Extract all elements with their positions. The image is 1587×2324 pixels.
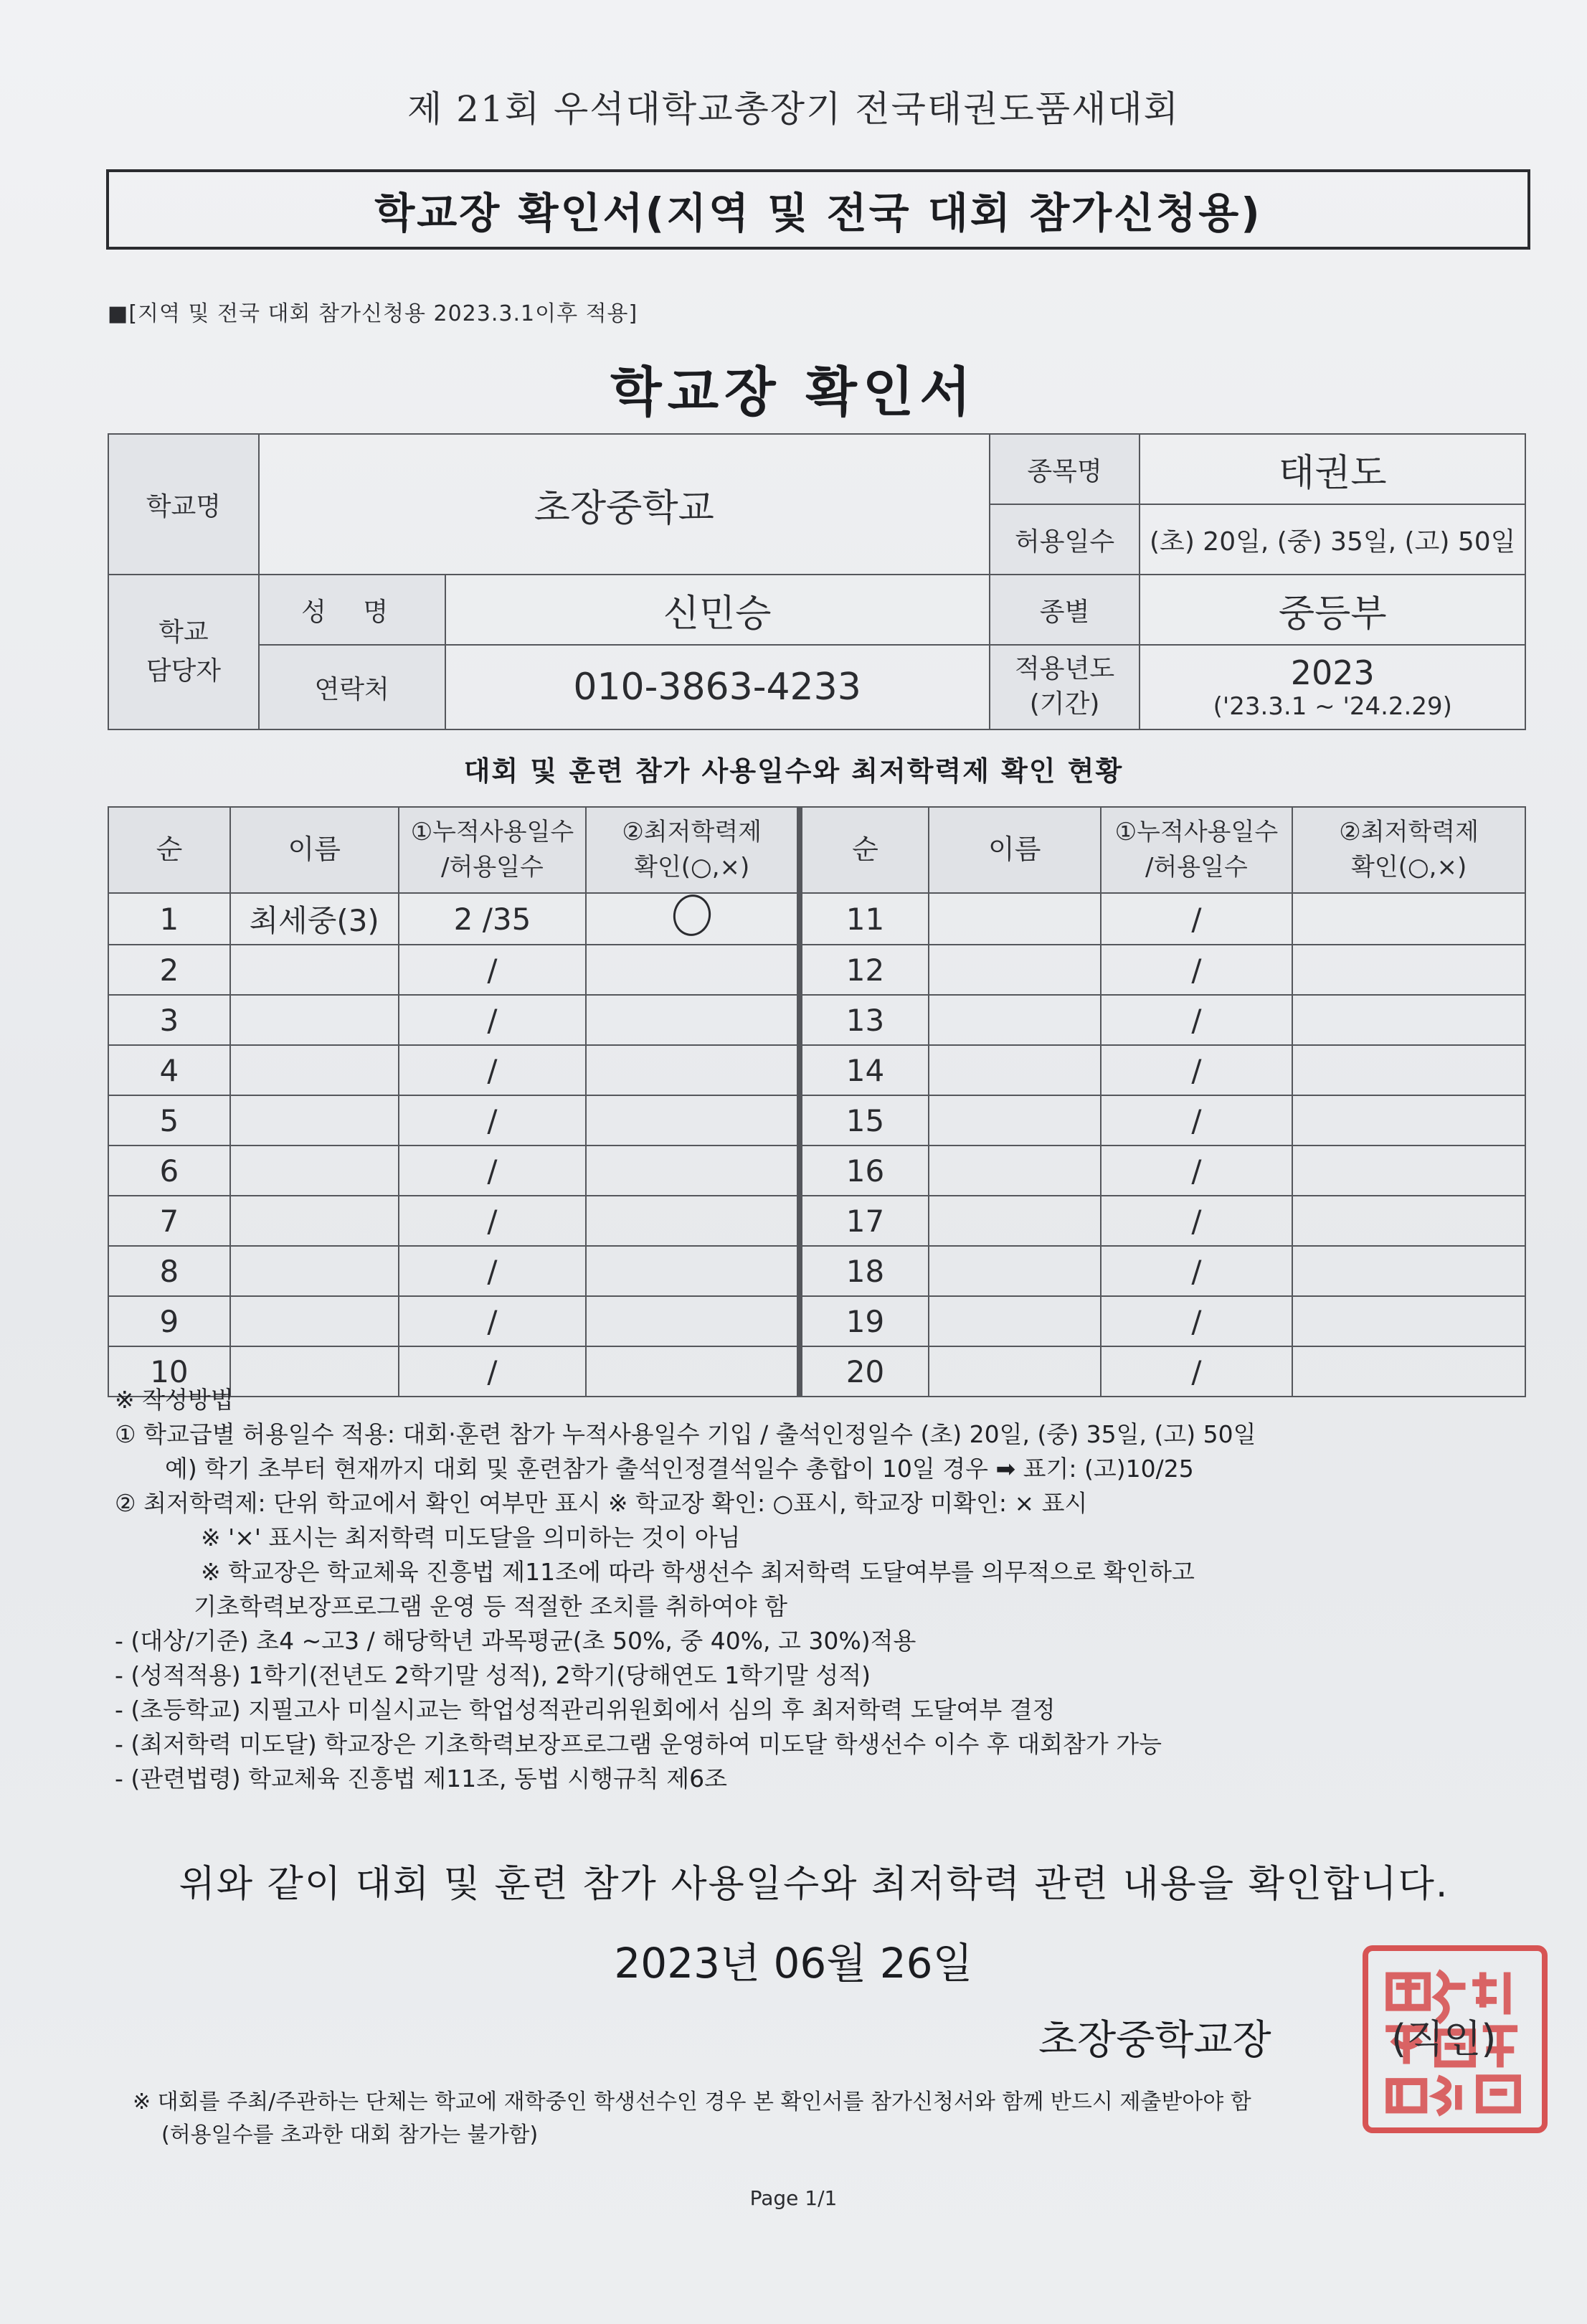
- row-check: [1292, 893, 1525, 945]
- confirmation-statement: 위와 같이 대회 및 훈련 참가 사용일수와 최저학력 관련 내용을 확인합니다.: [179, 1863, 1449, 1906]
- row-name: [230, 995, 399, 1045]
- row-no: 16: [800, 1146, 929, 1196]
- instruction-line: ※ '×' 표시는 최저학력 미도달을 의미하는 것이 아님: [201, 1524, 741, 1551]
- row-name: [929, 1095, 1101, 1146]
- row-check: [586, 945, 800, 995]
- instruction-line: - (성적적용) 1학기(전년도 2학기말 성적), 2학기(당해연도 1학기말 성적): [115, 1661, 871, 1689]
- col-header-name: 이름: [230, 807, 399, 893]
- event-title: 제 21회 우석대학교총장기 전국태권도품새대회: [407, 88, 1180, 130]
- allowed-days-label: 허용일수: [990, 504, 1140, 575]
- col-header-check: ②최저학력제 확인(○,×): [1292, 807, 1525, 893]
- instructions: [115, 1383, 1513, 1796]
- roster-body: [108, 893, 1525, 1397]
- row-days: /: [399, 1095, 587, 1146]
- row-check: [1292, 1246, 1525, 1296]
- row-no: 2: [108, 945, 230, 995]
- row-days: /: [1101, 1095, 1293, 1146]
- col-header-no: 순: [800, 807, 929, 893]
- row-check: [586, 1246, 800, 1296]
- year-period: ('23.3.1 ~ '24.2.29): [1213, 692, 1452, 721]
- school-value: 초장중학교: [259, 434, 990, 575]
- row-days: /: [399, 1146, 587, 1196]
- row-check: [586, 1296, 800, 1346]
- table-row: [108, 1196, 1525, 1246]
- category-value: 중등부: [1140, 575, 1525, 645]
- row-no: 15: [800, 1095, 929, 1146]
- row-name: [929, 1296, 1101, 1346]
- footer-note: [133, 2086, 1251, 2152]
- row-check: [1292, 1196, 1525, 1246]
- row-no: 18: [800, 1246, 929, 1296]
- row-check: [1292, 1146, 1525, 1196]
- roster-table: [108, 806, 1526, 1397]
- school-label: 학교명: [108, 434, 259, 575]
- row-check: [586, 1095, 800, 1146]
- row-check: [586, 995, 800, 1045]
- year-value: 2023: [1290, 653, 1375, 692]
- row-days: 2 /35: [399, 893, 587, 945]
- row-days: /: [1101, 945, 1293, 995]
- name-label: 성 명: [259, 575, 445, 645]
- row-name: [230, 1296, 399, 1346]
- row-days: /: [399, 1296, 587, 1346]
- row-no: 9: [108, 1296, 230, 1346]
- seal-label: (직인): [1391, 2016, 1497, 2061]
- row-days: /: [399, 1196, 587, 1246]
- table-row: [108, 1146, 1525, 1196]
- row-no: 19: [800, 1296, 929, 1346]
- info-table: [108, 433, 1526, 730]
- row-days: /: [399, 1346, 587, 1397]
- instruction-line: - (초등학교) 지필고사 미실시교는 학업성적관리위원회에서 심의 후 최저학력 도달여부 결정: [115, 1696, 1056, 1724]
- row-days: /: [1101, 1045, 1293, 1095]
- col-header-no: 순: [108, 807, 230, 893]
- row-no: 10: [108, 1346, 230, 1397]
- row-name: [929, 1146, 1101, 1196]
- col-header-days: ①누적사용일수 /허용일수: [399, 807, 587, 893]
- row-check: [1292, 995, 1525, 1045]
- page-number: Page 1/1: [749, 2186, 838, 2210]
- row-no: 6: [108, 1146, 230, 1196]
- form-title-box: 학교장 확인서(지역 및 전국 대회 참가신청용): [106, 169, 1530, 250]
- row-days: /: [1101, 1346, 1293, 1397]
- table-row: [108, 1246, 1525, 1296]
- sport-label: 종목명: [990, 434, 1140, 504]
- row-no: 12: [800, 945, 929, 995]
- row-days: /: [399, 1246, 587, 1296]
- row-days: /: [1101, 1196, 1293, 1246]
- row-days: /: [1101, 1296, 1293, 1346]
- row-no: 4: [108, 1045, 230, 1095]
- row-name: [929, 995, 1101, 1045]
- row-name: [929, 1246, 1101, 1296]
- row-days: /: [399, 945, 587, 995]
- instruction-line: 기초학력보장프로그램 운영 등 적절한 조치를 취하여야 함: [194, 1592, 788, 1620]
- row-check: [586, 1196, 800, 1246]
- applicability-note: ■[지역 및 전국 대회 참가신청용 2023.3.1이후 적용]: [108, 301, 638, 326]
- table-row: [108, 1045, 1525, 1095]
- row-name: [230, 1196, 399, 1246]
- table-row: [108, 1095, 1525, 1146]
- row-days: /: [1101, 1146, 1293, 1196]
- roster-heading: 대회 및 훈련 참가 사용일수와 최저학력제 확인 현황: [463, 755, 1124, 787]
- footer-note-line: (허용일수를 초과한 대회 참가는 불가함): [161, 2122, 539, 2148]
- row-no: 20: [800, 1346, 929, 1397]
- row-check: [586, 893, 800, 945]
- row-no: 5: [108, 1095, 230, 1146]
- instruction-line: ② 최저학력제: 단위 학교에서 확인 여부만 표시 ※ 학교장 확인: ○표시, 학교장 미확인: × 표시: [115, 1489, 1088, 1517]
- circle-mark-icon: [669, 891, 714, 940]
- row-name: [230, 1146, 399, 1196]
- instruction-line: ① 학교급별 허용일수 적용: 대회·훈련 참가 누적사용일수 기입 / 출석인정일수 (초) 20일, (중) 35일, (고) 50일: [115, 1420, 1256, 1448]
- row-no: 7: [108, 1196, 230, 1246]
- sport-value: 태권도: [1140, 434, 1525, 504]
- table-row: [108, 1296, 1525, 1346]
- row-no: 8: [108, 1246, 230, 1296]
- row-name: [929, 893, 1101, 945]
- table-row: [108, 893, 1525, 945]
- instruction-line: - (관련법령) 학교체육 진흥법 제11조, 동법 시행규칙 제6조: [115, 1765, 727, 1792]
- contact-label: 연락처: [259, 645, 445, 729]
- manager-label: 학교 담당자: [108, 575, 259, 729]
- table-row: [108, 995, 1525, 1045]
- row-no: 17: [800, 1196, 929, 1246]
- row-name: [929, 1196, 1101, 1246]
- row-days: /: [1101, 1246, 1293, 1296]
- row-name: [230, 1045, 399, 1095]
- row-check: [1292, 1296, 1525, 1346]
- principal-name: 초장중학교장: [1038, 2017, 1271, 2064]
- col-header-days: ①누적사용일수 /허용일수: [1101, 807, 1293, 893]
- row-no: 3: [108, 995, 230, 1045]
- instructions-title: ※ 작성방법: [115, 1386, 234, 1414]
- row-check: [1292, 945, 1525, 995]
- row-name: [929, 1045, 1101, 1095]
- row-check: [586, 1045, 800, 1095]
- row-name: [230, 945, 399, 995]
- row-name: [230, 1246, 399, 1296]
- row-days: /: [1101, 995, 1293, 1045]
- row-days: /: [1101, 893, 1293, 945]
- row-check: [1292, 1045, 1525, 1095]
- row-no: 11: [800, 893, 929, 945]
- allowed-days-value: (초) 20일, (중) 35일, (고) 50일: [1140, 504, 1525, 575]
- col-header-name: 이름: [929, 807, 1101, 893]
- signature-date: 2023년 06월 26일: [614, 1939, 973, 1988]
- row-name: [929, 945, 1101, 995]
- row-check: [1292, 1095, 1525, 1146]
- row-name: [230, 1095, 399, 1146]
- instruction-line: - (대상/기준) 초4 ~고3 / 해당학년 과목평균(초 50%, 중 40%, 고 30%)적용: [115, 1627, 916, 1655]
- col-header-check: ②최저학력제 확인(○,×): [586, 807, 800, 893]
- row-check: [586, 1146, 800, 1196]
- year-cell: [1140, 645, 1525, 729]
- row-no: 1: [108, 893, 230, 945]
- footer-note-line: ※ 대회를 주최/주관하는 단체는 학교에 재학중인 학생선수인 경우 본 확인서를 참가신청서와 함께 반드시 제출받아야 함: [133, 2089, 1251, 2115]
- main-title: 학교장 확인서: [610, 362, 977, 423]
- contact-value: 010-3863-4233: [445, 645, 990, 729]
- name-value: 신민승: [445, 575, 990, 645]
- year-label: 적용년도 (기간): [990, 645, 1140, 729]
- instruction-line: ※ 학교장은 학교체육 진흥법 제11조에 따라 학생선수 최저학력 도달여부를 의무적으로 확인하고: [201, 1558, 1195, 1586]
- instruction-line: - (최저학력 미도달) 학교장은 기초학력보장프로그램 운영하여 미도달 학생선수 이수 후 대회참가 가능: [115, 1730, 1162, 1758]
- instruction-line: 예) 학기 초부터 현재까지 대회 및 훈련참가 출석인정결석일수 총합이 10일 경우 ➡ 표기: (고)10/25: [165, 1455, 1194, 1483]
- row-no: 14: [800, 1045, 929, 1095]
- category-label: 종별: [990, 575, 1140, 645]
- table-row: [108, 945, 1525, 995]
- row-days: /: [399, 995, 587, 1045]
- row-no: 13: [800, 995, 929, 1045]
- row-name: 최세중(3): [230, 893, 399, 945]
- row-days: /: [399, 1045, 587, 1095]
